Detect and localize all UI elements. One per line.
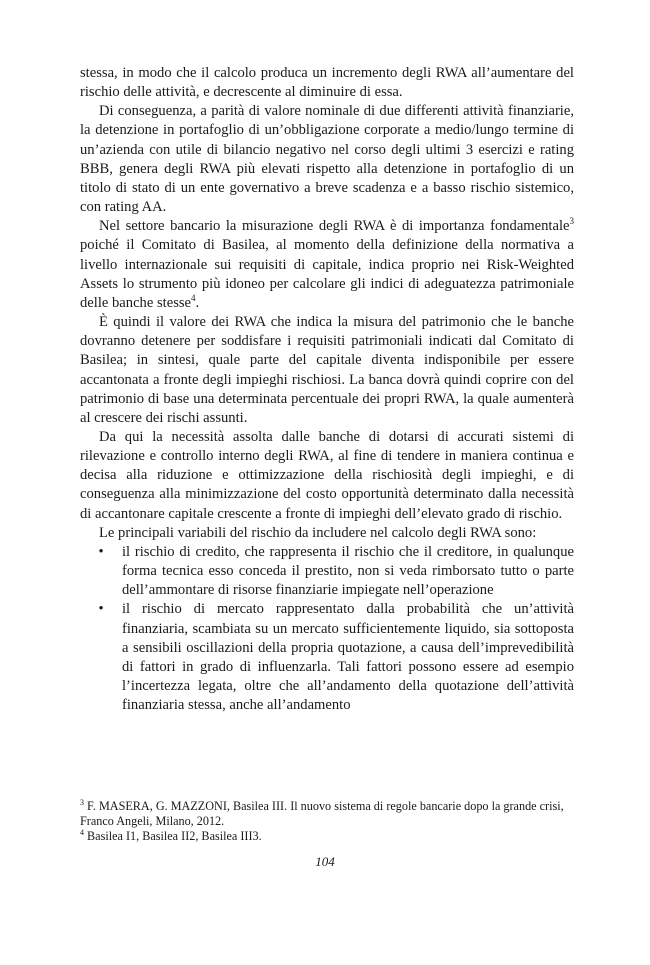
paragraph-3 [80, 217, 574, 313]
list-item-text: il rischio di credito, che rappresenta il rischio che il creditore, in qualunque forma tecnica esso conceda il prestito, non si veda rimborsato tutto o parte dell’ammontare di risorse finanziarie impiegate nell’operazione [122, 543, 574, 599]
footnote-text: Basilea I1, Basilea II2, Basilea III3. [87, 829, 262, 844]
paragraph-3-text-c: . [195, 294, 200, 311]
list-item-credit-risk [98, 543, 574, 600]
paragraph-5: Da qui la necessità assolta dalle banche di dotarsi di accurati sistemi di rilevazione e controllo interno degli RWA, al fine di tendere in maniera continua e decisa alla riduzione e ottimizzazione della rischiosità degli impieghi, e di conseguenza alla minimizzazione del costo opportunità determinato dalla necessità di accantonare capitale crescente a fronte di impieghi dell’elevato grado di rischio. [80, 428, 574, 522]
page-body [80, 64, 574, 715]
footnote-text: F. MASERA, G. MAZZONI, Basilea III. Il nuovo sistema di regole bancarie dopo la grande crisi, Franco Angeli, Milano, 2012. [80, 799, 564, 829]
footnote-ref-4: 4 [191, 292, 196, 303]
bullet-icon: • [98, 601, 104, 618]
list-item-market-risk [98, 600, 574, 715]
paragraph-3-text-a: Nel settore bancario la misurazione degli RWA è di importanza fondamentale [99, 218, 570, 235]
paragraph-3-text-b: poiché il Comitato di Basilea, al momento della definizione della normativa a livello internazionale sui requisiti di capitale, indica proprio nei Risk-Weighted Assets lo strumento più idoneo per calcolare gli indici di adeguatezza patrimoniale delle banche stesse [80, 237, 574, 311]
footnote-number: 4 [80, 828, 84, 838]
paragraph-1: stessa, in modo che il calcolo produca un incremento degli RWA all’aumentare del rischio delle attività, e decrescente al diminuire di essa. [80, 65, 574, 101]
paragraph-2: Di conseguenza, a parità di valore nominale di due differenti attività finanziarie, la detenzione in portafoglio di un’obbligazione corporate a medio/lungo termine di un’azienda con utile di bilancio negativo nel corso degli ultimi 3 esercizi e rating BBB, genera degli RWA più elevati rispetto alla detenzione in portafoglio di un titolo di stato di un ente governativo a breve scadenza e a basso rischio sistemico, con rating AA. [80, 103, 574, 216]
footnote-3 [80, 799, 574, 829]
footnote-number: 3 [80, 798, 84, 807]
list-item-text: il rischio di mercato rappresentato dalla probabilità che un’attività finanziaria, scambiata su un mercato sufficientemente liquido, sia sottoposta a sensibili oscillazioni della propria quotazione, a causa dell’imprevedibilità di fattori in grado di influenzarla. Tali fattori possono essere ad esempio l’incertezza legata, oltre che all’andamento della quotazione dell’attività finanziaria stessa, anche all’andamento [122, 601, 574, 714]
risk-variables-list [80, 543, 574, 715]
paragraph-6: Le principali variabili del rischio da includere nel calcolo degli RWA sono: [99, 524, 537, 541]
footnote-4 [80, 829, 574, 844]
page-number: 104 [315, 854, 335, 869]
footnotes [80, 799, 574, 845]
bullet-icon: • [98, 543, 104, 560]
paragraph-4: È quindi il valore dei RWA che indica la misura del patrimonio che le banche dovranno detenere per soddisfare i requisiti patrimoniali indicati dal Comitato di Basilea; in sintesi, quale parte del capitale diventa indisponibile per essere accantonata a fronte degli impieghi rischiosi. La banca dovrà quindi coprire con del patrimonio di base una determinata percentuale dei propri RWA, la quale aumenterà al crescere dei rischi assunti. [80, 314, 574, 426]
footnote-ref-3: 3 [569, 216, 574, 227]
